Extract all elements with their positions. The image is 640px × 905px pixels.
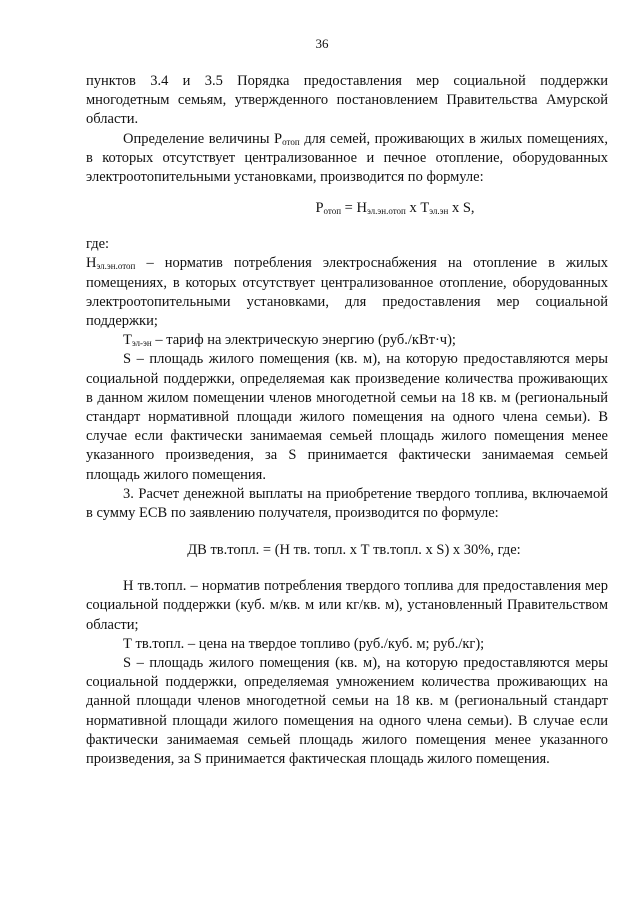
formula-solid-fuel: ДВ тв.топл. = (Н тв. топл. x Т тв.топл. x S) x 30%, где: <box>187 542 521 559</box>
definition-tariff <box>86 331 608 350</box>
text-segment: Определение величины Р <box>123 130 283 147</box>
subscript: отоп <box>282 136 300 147</box>
formula-subscript: отоп <box>323 206 342 217</box>
text-segment: для семей, проживающих в жилых помещениях, в которых отсутствует централизованное и печное отопление, оборудованных электроотопительными установками, производится по формуле: <box>86 130 609 186</box>
symbol: Н <box>86 255 97 272</box>
paragraph-continuation: пунктов 3.4 и 3.5 Порядка предоставления мер социальной поддержки многодетным семьям, утвержденного постановлением Правительства Амурской области. <box>86 73 608 128</box>
definition-text: – тариф на электрическую энергию (руб./кВт·ч); <box>151 332 456 349</box>
definition-fuel-price: Т тв.топл. – цена на твердое топливо (руб./куб. м; руб./кг); <box>123 635 485 652</box>
formula-heating <box>86 200 608 217</box>
formula-part: x Т <box>405 200 430 217</box>
definition-text: – норматив потребления электроснабжения на отопление в жилых помещениях, в которых отсутствует централизованное отопление, оборудованных электроотопительными установками, для предоставления мер социальной поддержки; <box>86 255 608 330</box>
formula-subscript: эл.эн.отоп <box>366 206 406 217</box>
symbol-subscript: эл-эн <box>131 338 152 349</box>
formula-subscript: эл.эн <box>429 206 449 217</box>
definition-area-1: S – площадь жилого помещения (кв. м), на которую предоставляются меры социальной поддержки, определяемая как произведение количества проживающих в данном жилом помещении членов многодетной семьи на 18 кв. м (региональный стандарт нормативной площади жилого помещения на одного члена семьи). В случае если фактически занимаемая семьей площадь жилого помещения менее указанного произведения, за S принимается фактически занимаемая семьей площадь жилого помещения. <box>86 351 608 483</box>
symbol-subscript: эл.эн.отоп <box>96 261 136 272</box>
definition-area-2: S – площадь жилого помещения (кв. м), на которую предоставляются меры социальной поддержки, определяемая умножением количества проживающих на данной площади членов многодетной семьи на 18 кв. м (региональный стандарт нормативной площади жилого помещения на одного члена семьи). В случае если фактически занимаемая семьей площадь жилого помещения менее указанного произведения, за S принимается фактическая площадь жилого помещения. <box>86 655 608 768</box>
paragraph-definition-intro <box>86 130 608 188</box>
definition-norm-fuel: Н тв.топл. – норматив потребления твердого топлива для предоставления мер социальной поддержки (куб. м/кв. м или кг/кв. м), установленный Правительством области; <box>86 578 608 633</box>
symbol: Т <box>123 332 132 349</box>
formula-part: = Н <box>341 200 367 217</box>
page-number: 36 <box>315 36 329 51</box>
formula-part: x S, <box>448 200 475 217</box>
paragraph-solid-fuel: 3. Расчет денежной выплаты на приобретение твердого топлива, включаемой в сумму ЕСВ по заявлению получателя, производится по формуле: <box>86 485 608 522</box>
where-label: где: <box>86 236 110 253</box>
definition-norm-electric <box>86 254 608 331</box>
formula-part: Р <box>315 200 324 217</box>
